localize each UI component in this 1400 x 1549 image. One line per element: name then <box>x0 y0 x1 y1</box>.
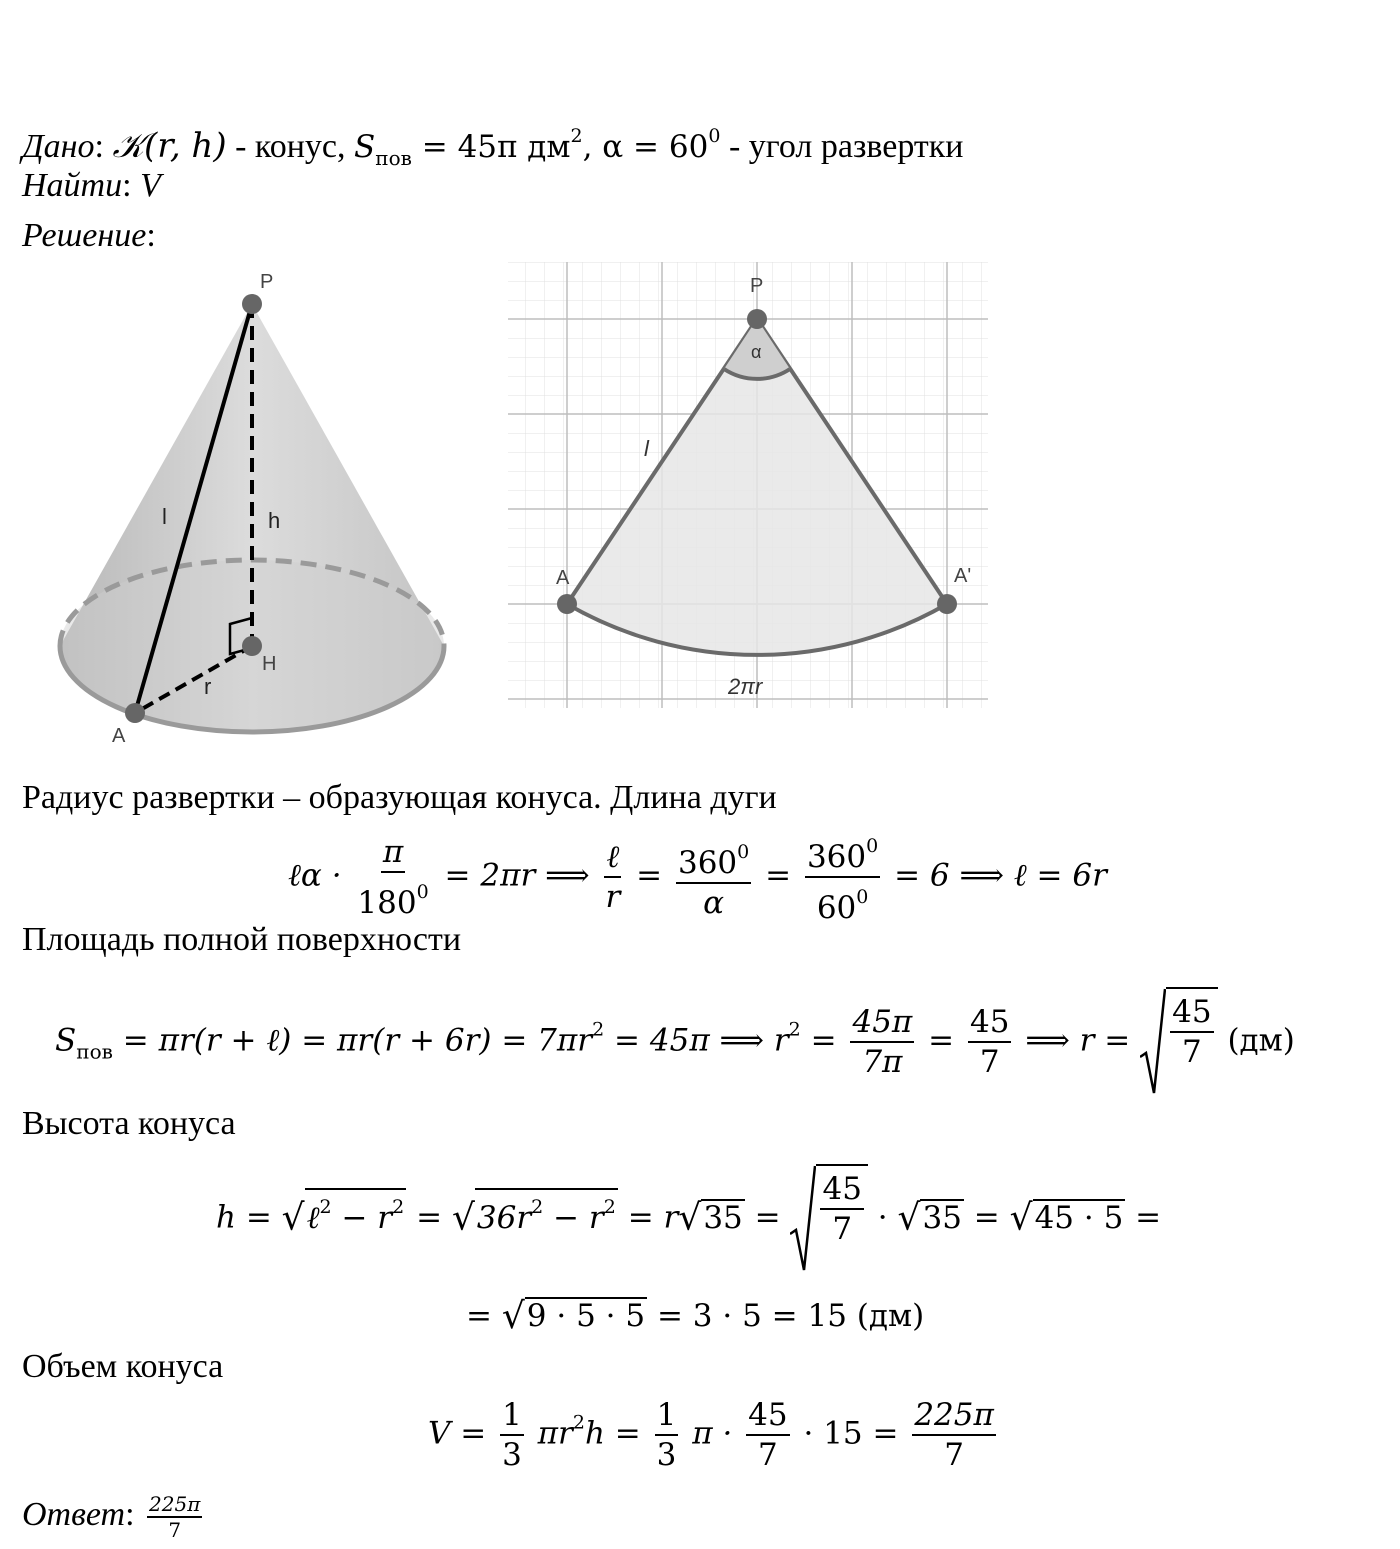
label-A-prime: A' <box>954 565 972 587</box>
square-root: $\frac{45}{7}$ <box>790 1164 867 1274</box>
label-l: l <box>162 504 167 529</box>
label-arc: 2πr <box>728 674 763 699</box>
label-P: P <box>260 271 274 293</box>
point-A <box>125 703 145 723</box>
fraction: $\frac{\text{ℓ}}{r}$ <box>605 839 621 915</box>
cone-notation: 𝒦(r, h) <box>112 126 227 166</box>
text-height: Высота конуса <box>22 1105 236 1142</box>
fraction: $\frac{1}{3}$ <box>502 1397 522 1473</box>
fraction: $\frac{45}{7}$ <box>748 1397 788 1473</box>
equation-height: h = √ℓ$^2$ − $r^2 = √36r^2 - r^2 = r√35$ = $\frac{45}{7}$ · √35 = √45 · 5 = <box>216 1164 1161 1274</box>
answer-line: Ответ: $\frac{225\pi}{7}$ <box>22 1492 201 1542</box>
equation-arc: ℓα · $\frac{\pi}{180^0}$ = 2πr ⟹ $\frac{\text{ℓ}}{r}$ = $\frac{360^0}{\alpha}$ = $\frac{360^0}{60^0}$ = 6 ⟹ ℓ = 6r <box>288 827 1107 927</box>
label-P: P <box>750 275 764 297</box>
solution-line: Решение: <box>22 217 156 254</box>
answer-label: Ответ <box>22 1495 126 1533</box>
fraction: $\frac{45}{7}$ <box>970 1004 1010 1080</box>
label-A: A <box>112 725 126 747</box>
development-figure <box>508 262 988 708</box>
find-label: Найти <box>22 167 123 204</box>
equation-volume: V = $\frac{1}{3}$ $\pi r^2h$ = $\frac{1}{3}$ π · $\frac{45}{7}$ · 15 = $\frac{225\pi}{7}$ <box>428 1397 994 1473</box>
label-A: A <box>556 567 570 589</box>
given-label: Дано <box>22 128 95 165</box>
answer-fraction: $\frac{225\pi}{7}$ <box>149 1492 201 1542</box>
label-h: h <box>268 508 281 533</box>
label-r: r <box>204 674 212 699</box>
label-l: l <box>644 436 649 461</box>
equation-height-cont: = √9 · 5 · 5 = 3 · 5 = 15 (дм) <box>466 1296 925 1337</box>
given-line: Дано: 𝒦(r, h) - конус, $S_{пов} = 45\pi$ $дм^2$, $\alpha = 60^0$ - угол развертки <box>22 125 964 170</box>
fraction: $\frac{1}{3}$ <box>656 1397 677 1473</box>
point-P <box>242 294 262 314</box>
square-root: $\frac{45}{7}$ <box>1140 987 1217 1097</box>
text-arc-length: Радиус развертки – образующая конуса. Длина дуги <box>22 779 777 816</box>
label-alpha: α <box>751 342 762 362</box>
text-surface: Площадь полной поверхности <box>22 921 462 958</box>
point-A-prime <box>937 594 957 614</box>
fraction: $\frac{360^0}{\alpha}$ <box>676 833 751 922</box>
point-P <box>747 309 767 329</box>
text-volume: Объем конуса <box>22 1348 224 1385</box>
find-value: V <box>140 167 161 204</box>
point-H <box>242 636 262 656</box>
cone-figure <box>40 268 470 748</box>
fraction: $\frac{45\pi}{7\pi}$ <box>852 1004 913 1080</box>
point-A <box>557 594 577 614</box>
label-H: H <box>262 653 277 675</box>
fraction: $\frac{225\pi}{7}$ <box>914 1397 994 1473</box>
find-line: Найти: V <box>22 167 161 204</box>
solution-label: Решение <box>22 217 147 254</box>
fraction: $\frac{\pi}{180^0}$ <box>357 833 429 921</box>
equation-surface: $S_{пов} = \pi r(r$ + ℓ) = $\pi r(r + 6r) = 7\pi r^2 = 45\pi$ ⟹ $r^2$ = $\frac{45\pi}{7\pi}$ = $\frac{45}{7}$ ⟹ r = $\frac{45}{7}$ (дм) <box>55 987 1295 1097</box>
fraction: $\frac{360^0}{60^0}$ <box>805 827 880 927</box>
